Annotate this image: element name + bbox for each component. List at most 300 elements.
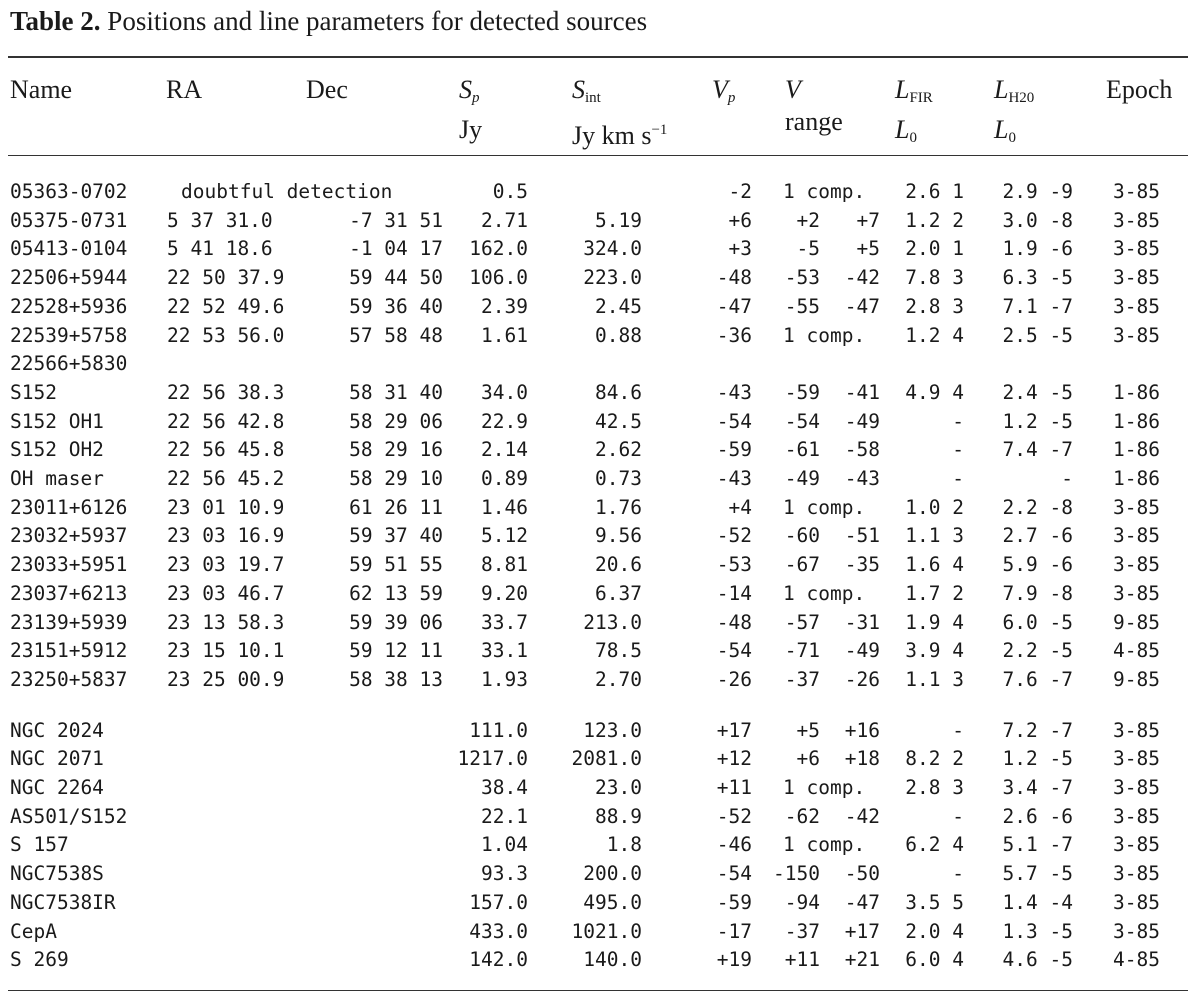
cell-sint: 84.6 — [595, 380, 642, 404]
cell-ra: doubtful detection — [181, 180, 393, 203]
cell-dec: 59 44 50 — [349, 266, 443, 290]
cell-sint: 2.45 — [595, 294, 642, 318]
table-row — [0, 321, 1200, 350]
cell-lf: 6.0 4 — [905, 948, 964, 972]
cell-lf: - — [952, 862, 964, 886]
cell-v2: +7 — [856, 208, 880, 232]
cell-sp: 34.0 — [481, 380, 528, 404]
cell-v2: -26 — [844, 667, 880, 691]
cell-vp: -52 — [716, 804, 752, 828]
cell-dec: 59 39 06 — [349, 610, 443, 634]
cell-sint: 1.8 — [606, 833, 642, 857]
cell-lh: 2.9 -9 — [1002, 180, 1073, 203]
cell-vp: +11 — [716, 776, 752, 799]
table-row — [0, 550, 1200, 579]
cell-ep: 4-85 — [1113, 639, 1160, 663]
cell-dec: 57 58 48 — [349, 323, 443, 347]
cell-lf: - — [952, 438, 964, 462]
cell-sint: 1.76 — [595, 495, 642, 519]
cell-sp: 111.0 — [469, 718, 528, 742]
cell-ra: 23 03 16.9 — [167, 524, 285, 548]
cell-v1: -37 — [784, 667, 820, 691]
cell-v1: -59 — [784, 380, 820, 404]
cell-sint: 5.19 — [595, 208, 642, 232]
cell-v1: -60 — [784, 524, 820, 548]
cell-sp: 33.7 — [481, 610, 528, 634]
cell-v1: 1 comp. — [783, 180, 866, 203]
cell-ep: 3-85 — [1113, 919, 1160, 943]
cell-name: CepA — [10, 919, 57, 943]
cell-name: NGC7538S — [10, 862, 104, 886]
cell-ep: 3-85 — [1113, 237, 1160, 261]
cell-vp: -26 — [716, 667, 752, 691]
header-rule — [8, 155, 1188, 156]
cell-vp: +6 — [728, 208, 752, 232]
cell-lh: 2.6 -6 — [1002, 804, 1073, 828]
cell-sint: 2.62 — [595, 438, 642, 462]
table-row — [0, 493, 1200, 522]
cell-lh: 5.9 -6 — [1002, 553, 1073, 577]
cell-v1: -49 — [784, 467, 820, 490]
cell-sp: 2.71 — [481, 208, 528, 232]
cell-v1: 1 comp. — [783, 495, 866, 519]
table-row — [0, 917, 1200, 946]
table-row — [0, 665, 1200, 694]
header-ra: RA — [166, 75, 203, 104]
cell-lh: 7.4 -7 — [1002, 438, 1073, 462]
cell-sp: 2.39 — [481, 294, 528, 318]
table-row — [0, 636, 1200, 665]
cell-ra: 23 25 00.9 — [167, 667, 285, 691]
table-row — [0, 378, 1200, 407]
cell-name: 22528+5936 — [10, 294, 128, 318]
cell-dec: 58 29 06 — [349, 409, 443, 433]
cell-v2: -35 — [844, 553, 880, 577]
table-row — [0, 888, 1200, 917]
header-lfir: $L_{FIR}$ $L_0$ — [895, 75, 933, 146]
table-row — [0, 435, 1200, 464]
cell-v1: -71 — [784, 639, 820, 663]
cell-lh: 2.2 -8 — [1002, 495, 1073, 519]
cell-ep: 3-85 — [1113, 294, 1160, 318]
cell-vp: -43 — [716, 467, 752, 490]
cell-lh: 2.5 -5 — [1002, 323, 1073, 347]
cell-v1: +2 — [796, 208, 820, 232]
table-row — [0, 744, 1200, 773]
cell-lh: 2.7 -6 — [1002, 524, 1073, 548]
cell-lf: 1.7 2 — [905, 581, 964, 605]
cell-ra: 23 03 19.7 — [167, 553, 285, 577]
cell-sint: 9.56 — [595, 524, 642, 548]
cell-sp: 106.0 — [469, 266, 528, 290]
cell-dec: 59 51 55 — [349, 553, 443, 577]
cell-vp: -36 — [716, 323, 752, 347]
cell-v1: -61 — [784, 438, 820, 462]
cell-sp: 22.1 — [481, 804, 528, 828]
cell-vp: -47 — [716, 294, 752, 318]
cell-v1: 1 comp. — [783, 776, 866, 799]
table-row — [0, 579, 1200, 608]
cell-sp: 8.81 — [481, 553, 528, 577]
cell-vp: -52 — [716, 524, 752, 548]
cell-vp: -59 — [716, 890, 752, 914]
cell-name: 22506+5944 — [10, 266, 128, 290]
table-caption-text: Positions and line parameters for detected sources — [107, 6, 648, 36]
cell-vp: +19 — [716, 948, 752, 972]
cell-sp: 157.0 — [469, 890, 528, 914]
cell-ep: 3-85 — [1113, 553, 1160, 577]
cell-ra: 22 56 45.8 — [167, 438, 285, 462]
table-caption-label: Table 2. — [10, 6, 101, 36]
cell-name: 05413-0104 — [10, 237, 128, 261]
cell-sint: 0.73 — [595, 467, 642, 490]
cell-dec: 58 38 13 — [349, 667, 443, 691]
cell-vp: -46 — [716, 833, 752, 857]
cell-vp: -54 — [716, 409, 752, 433]
cell-v1: 1 comp. — [783, 833, 866, 857]
cell-lh: 3.4 -7 — [1002, 776, 1073, 799]
cell-ep: 1-86 — [1113, 438, 1160, 462]
cell-sint: 0.88 — [595, 323, 642, 347]
cell-v1: +11 — [784, 948, 820, 972]
cell-vp: -54 — [716, 639, 752, 663]
cell-v1: -55 — [784, 294, 820, 318]
cell-ep: 3-85 — [1113, 747, 1160, 771]
cell-lf: 1.0 2 — [905, 495, 964, 519]
cell-sp: 0.5 — [492, 180, 528, 203]
cell-lf: 2.8 3 — [905, 776, 964, 799]
cell-vp: -17 — [716, 919, 752, 943]
cell-name: 23037+6213 — [10, 581, 128, 605]
cell-name: 05375-0731 — [10, 208, 128, 232]
cell-lf: 3.5 5 — [905, 890, 964, 914]
cell-lh: - — [1061, 467, 1073, 490]
cell-sint: 324.0 — [583, 237, 642, 261]
cell-sint: 200.0 — [583, 862, 642, 886]
cell-vp: -2 — [728, 180, 752, 203]
cell-lf: 1.1 3 — [905, 667, 964, 691]
cell-dec: 58 29 16 — [349, 438, 443, 462]
cell-lf: - — [952, 804, 964, 828]
cell-v2: -47 — [844, 294, 880, 318]
table-caption — [10, 6, 647, 37]
top-rule — [8, 56, 1188, 58]
cell-dec: 58 31 40 — [349, 380, 443, 404]
cell-name: S 269 — [10, 948, 69, 972]
cell-sint: 123.0 — [583, 718, 642, 742]
cell-ep: 3-85 — [1113, 495, 1160, 519]
header-sp: $S_p$ Jy — [459, 75, 483, 144]
cell-name: 23033+5951 — [10, 553, 128, 577]
cell-name: AS501/S152 — [10, 804, 128, 828]
cell-v1: -150 — [773, 862, 820, 886]
cell-dec: 59 36 40 — [349, 294, 443, 318]
cell-v1: -62 — [784, 804, 820, 828]
cell-ep: 3-85 — [1113, 833, 1160, 857]
cell-ep: 9-85 — [1113, 667, 1160, 691]
table-row — [0, 773, 1200, 802]
cell-name: OH maser — [10, 467, 104, 490]
table-row — [0, 292, 1200, 321]
cell-v2: -42 — [844, 804, 880, 828]
cell-v2: +17 — [844, 919, 880, 943]
cell-sint: 20.6 — [595, 553, 642, 577]
cell-v2: -58 — [844, 438, 880, 462]
cell-v1: 1 comp. — [783, 323, 866, 347]
cell-sp: 433.0 — [469, 919, 528, 943]
header-lh2o: $L_{H20}$ $L_0$ — [994, 75, 1035, 146]
cell-sp: 1217.0 — [457, 747, 528, 771]
cell-sint: 2.70 — [595, 667, 642, 691]
cell-lf: 4.9 4 — [905, 380, 964, 404]
cell-dec: -1 04 17 — [349, 237, 443, 261]
cell-vp: -48 — [716, 610, 752, 634]
cell-ep: 1-86 — [1113, 467, 1160, 490]
header-vp: $V_p$ — [712, 75, 736, 106]
header-sint: $S_{int}$ Jy km $s^{-1}$ — [572, 75, 668, 150]
cell-lh: 5.7 -5 — [1002, 862, 1073, 886]
cell-ep: 3-85 — [1113, 718, 1160, 742]
cell-lh: 1.4 -4 — [1002, 890, 1073, 914]
cell-name: 23139+5939 — [10, 610, 128, 634]
cell-dec: 58 29 10 — [349, 467, 443, 490]
cell-ra: 5 37 31.0 — [167, 208, 273, 232]
cell-lh: 7.2 -7 — [1002, 718, 1073, 742]
cell-sp: 33.1 — [481, 639, 528, 663]
cell-v2: +16 — [844, 718, 880, 742]
cell-name: 23011+6126 — [10, 495, 128, 519]
cell-ra: 23 13 58.3 — [167, 610, 285, 634]
cell-name: S152 OH1 — [10, 409, 104, 433]
cell-sint: 140.0 — [583, 948, 642, 972]
table-row — [0, 830, 1200, 859]
cell-sp: 1.04 — [481, 833, 528, 857]
cell-sp: 1.61 — [481, 323, 528, 347]
cell-sp: 22.9 — [481, 409, 528, 433]
cell-ra: 22 56 38.3 — [167, 380, 285, 404]
cell-lh: 2.4 -5 — [1002, 380, 1073, 404]
table-row — [0, 945, 1200, 974]
cell-name: NGC7538IR — [10, 890, 116, 914]
cell-v2: -49 — [844, 639, 880, 663]
table-row — [0, 407, 1200, 436]
cell-name: NGC 2071 — [10, 747, 104, 771]
cell-lf: 6.2 4 — [905, 833, 964, 857]
cell-ep: 3-85 — [1113, 804, 1160, 828]
cell-ep: 3-85 — [1113, 890, 1160, 914]
cell-lf: 1.2 4 — [905, 323, 964, 347]
cell-ep: 3-85 — [1113, 180, 1160, 203]
cell-ep: 3-85 — [1113, 524, 1160, 548]
cell-lf: 2.0 1 — [905, 237, 964, 261]
cell-lh: 1.3 -5 — [1002, 919, 1073, 943]
cell-ep: 3-85 — [1113, 862, 1160, 886]
table-row — [0, 177, 1200, 206]
cell-ra: 22 56 45.2 — [167, 467, 285, 490]
cell-v2: -43 — [844, 467, 880, 490]
cell-name: 23151+5912 — [10, 639, 128, 663]
cell-vp: +12 — [716, 747, 752, 771]
cell-sint: 42.5 — [595, 409, 642, 433]
table-row — [0, 349, 1200, 378]
cell-lh: 4.6 -5 — [1002, 948, 1073, 972]
cell-vp: -14 — [716, 581, 752, 605]
cell-sint: 223.0 — [583, 266, 642, 290]
cell-sint: 2081.0 — [571, 747, 642, 771]
cell-lh: 1.2 -5 — [1002, 747, 1073, 771]
cell-v1: -57 — [784, 610, 820, 634]
cell-lh: 2.2 -5 — [1002, 639, 1073, 663]
cell-lf: 1.6 4 — [905, 553, 964, 577]
table-row — [0, 608, 1200, 637]
cell-v1: -94 — [784, 890, 820, 914]
cell-ep: 3-85 — [1113, 266, 1160, 290]
cell-name: 22539+5758 — [10, 323, 128, 347]
cell-lf: 1.9 4 — [905, 610, 964, 634]
cell-lf: 1.2 2 — [905, 208, 964, 232]
cell-ra: 22 53 56.0 — [167, 323, 285, 347]
cell-lf: 1.1 3 — [905, 524, 964, 548]
cell-vp: +3 — [728, 237, 752, 261]
header-name: Name — [10, 75, 73, 104]
cell-name: 23250+5837 — [10, 667, 128, 691]
cell-sp: 1.46 — [481, 495, 528, 519]
cell-dec: 59 12 11 — [349, 639, 443, 663]
cell-sp: 9.20 — [481, 581, 528, 605]
cell-sint: 88.9 — [595, 804, 642, 828]
header-vrange: V range — [785, 75, 843, 136]
cell-lf: 7.8 3 — [905, 266, 964, 290]
cell-ep: 1-86 — [1113, 409, 1160, 433]
cell-v2: -41 — [844, 380, 880, 404]
cell-lh: 6.0 -5 — [1002, 610, 1073, 634]
cell-ep: 4-85 — [1113, 948, 1160, 972]
cell-v1: -37 — [784, 919, 820, 943]
cell-ra: 22 52 49.6 — [167, 294, 285, 318]
cell-sp: 2.14 — [481, 438, 528, 462]
cell-v2: -31 — [844, 610, 880, 634]
cell-lh: 7.6 -7 — [1002, 667, 1073, 691]
cell-vp: -48 — [716, 266, 752, 290]
cell-sint: 6.37 — [595, 581, 642, 605]
cell-sp: 1.93 — [481, 667, 528, 691]
cell-sint: 23.0 — [595, 776, 642, 799]
cell-lf: 8.2 2 — [905, 747, 964, 771]
cell-lf: - — [952, 409, 964, 433]
header-dec: Dec — [306, 75, 348, 104]
cell-lf: 2.0 4 — [905, 919, 964, 943]
cell-ep: 3-85 — [1113, 581, 1160, 605]
cell-lh: 1.2 -5 — [1002, 409, 1073, 433]
cell-vp: +17 — [716, 718, 752, 742]
cell-sp: 162.0 — [469, 237, 528, 261]
cell-dec: -7 31 51 — [349, 208, 443, 232]
cell-v2: -49 — [844, 409, 880, 433]
cell-v1: 1 comp. — [783, 581, 866, 605]
cell-sp: 5.12 — [481, 524, 528, 548]
cell-vp: -43 — [716, 380, 752, 404]
cell-lf: 3.9 4 — [905, 639, 964, 663]
cell-dec: 61 26 11 — [349, 495, 443, 519]
table-row — [0, 464, 1200, 493]
header-epoch: Epoch — [1106, 75, 1173, 104]
cell-lh: 7.9 -8 — [1002, 581, 1073, 605]
cell-dec: 62 13 59 — [349, 581, 443, 605]
cell-name: NGC 2024 — [10, 718, 104, 742]
cell-sp: 142.0 — [469, 948, 528, 972]
cell-sint: 213.0 — [583, 610, 642, 634]
bottom-rule — [8, 990, 1188, 991]
cell-lf: - — [952, 718, 964, 742]
cell-name: NGC 2264 — [10, 776, 104, 799]
cell-sp: 38.4 — [481, 776, 528, 799]
table-row — [0, 521, 1200, 550]
cell-name: S152 — [10, 380, 57, 404]
cell-ra: 22 56 42.8 — [167, 409, 285, 433]
table-row — [0, 234, 1200, 263]
cell-ra: 23 15 10.1 — [167, 639, 285, 663]
cell-dec: 59 37 40 — [349, 524, 443, 548]
cell-v1: +5 — [796, 718, 820, 742]
cell-name: S 157 — [10, 833, 69, 857]
cell-sint: 78.5 — [595, 639, 642, 663]
cell-ra: 23 03 46.7 — [167, 581, 285, 605]
cell-lf: 2.6 1 — [905, 180, 964, 203]
cell-vp: -54 — [716, 862, 752, 886]
cell-v2: -47 — [844, 890, 880, 914]
cell-name: S152 OH2 — [10, 438, 104, 462]
cell-v1: -67 — [784, 553, 820, 577]
cell-v2: +21 — [844, 948, 880, 972]
cell-ra: 22 50 37.9 — [167, 266, 285, 290]
table-row — [0, 263, 1200, 292]
cell-name: 05363-0702 — [10, 180, 128, 203]
cell-lh: 3.0 -8 — [1002, 208, 1073, 232]
cell-lh: 5.1 -7 — [1002, 833, 1073, 857]
cell-ep: 9-85 — [1113, 610, 1160, 634]
cell-lh: 7.1 -7 — [1002, 294, 1073, 318]
cell-sint: 495.0 — [583, 890, 642, 914]
cell-v2: -50 — [844, 862, 880, 886]
cell-v2: -42 — [844, 266, 880, 290]
cell-v1: -54 — [784, 409, 820, 433]
cell-v1: -53 — [784, 266, 820, 290]
table-row — [0, 716, 1200, 745]
cell-v2: +18 — [844, 747, 880, 771]
cell-sp: 0.89 — [481, 467, 528, 490]
cell-vp: -53 — [716, 553, 752, 577]
cell-name: 23032+5937 — [10, 524, 128, 548]
cell-ra: 23 01 10.9 — [167, 495, 285, 519]
cell-v2: -51 — [844, 524, 880, 548]
table-row — [0, 802, 1200, 831]
table-row — [0, 206, 1200, 235]
cell-ra: 5 41 18.6 — [167, 237, 273, 261]
cell-v1: -5 — [796, 237, 820, 261]
cell-ep: 3-85 — [1113, 208, 1160, 232]
cell-lh: 1.9 -6 — [1002, 237, 1073, 261]
cell-v1: +6 — [796, 747, 820, 771]
cell-name: 22566+5830 — [10, 352, 128, 376]
cell-lh: 6.3 -5 — [1002, 266, 1073, 290]
cell-sint: 1021.0 — [571, 919, 642, 943]
cell-vp: +4 — [728, 495, 752, 519]
cell-sp: 93.3 — [481, 862, 528, 886]
cell-ep: 3-85 — [1113, 776, 1160, 799]
cell-lf: - — [952, 467, 964, 490]
cell-vp: -59 — [716, 438, 752, 462]
table-row — [0, 859, 1200, 888]
